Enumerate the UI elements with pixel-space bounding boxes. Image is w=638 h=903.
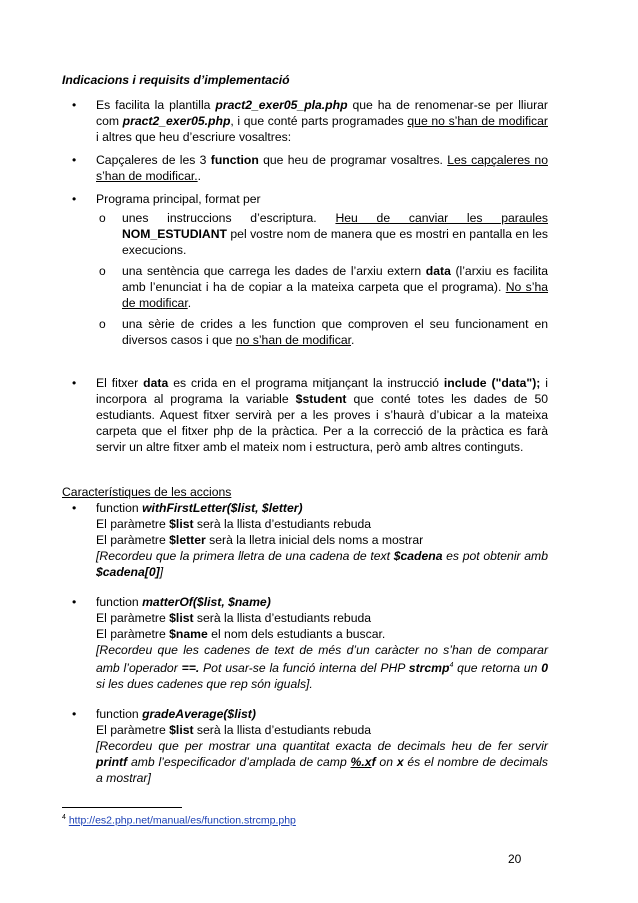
- underlined-text: que no s’han de modificar: [407, 114, 548, 128]
- footnote: [62, 814, 296, 827]
- bullet-icon: •: [72, 501, 77, 515]
- list-item-data-file: [62, 375, 548, 455]
- text: [Recordeu que la primera lletra de una cadena de text: [96, 549, 394, 563]
- text: [Recordeu que per mostrar una quantitat exacta de decimals heu de fer servir: [96, 739, 548, 754]
- param-line: [96, 516, 548, 532]
- filename-output: pract2_exer05.php: [122, 114, 231, 128]
- text: i incorpora al programa la variable: [96, 376, 548, 406]
- text: function: [96, 707, 143, 722]
- underlined-text: no s’han de modificar: [235, 333, 351, 347]
- keyword: 0: [541, 661, 548, 676]
- text: , i que conté parts programades: [230, 114, 408, 128]
- text: Programa principal, format per: [96, 192, 261, 206]
- text: és el nombre de decimals a mostrar]: [96, 755, 548, 786]
- text: una sèrie de crides a les function que comproven el seu funcionament en diversos casos i que: [122, 317, 548, 347]
- footnote-marker: 4: [449, 662, 454, 669]
- text: serà la llista d’estudiants rebuda: [193, 517, 372, 531]
- sublist-item: [96, 316, 548, 348]
- action-item-withFirstLetter: [62, 500, 548, 580]
- note: [96, 642, 548, 692]
- text: El paràmetre: [96, 517, 170, 531]
- keyword: $student: [295, 392, 347, 406]
- note: [96, 548, 548, 580]
- keyword: $cadena[0]: [96, 565, 160, 579]
- keyword: $list: [169, 517, 194, 531]
- bullet-icon: •: [72, 595, 77, 609]
- text: El fitxer: [96, 376, 144, 390]
- text: ]: [159, 565, 164, 579]
- signature: gradeAverage($list): [142, 707, 256, 722]
- keyword: $cadena: [393, 549, 443, 563]
- text: pel vostre nom de manera que es mostri en pantalla en les execucions.: [122, 227, 548, 257]
- keyword: function: [210, 153, 259, 167]
- text: .: [197, 169, 202, 183]
- spacer: [62, 462, 548, 484]
- param-line: [96, 532, 548, 548]
- function-signature: [96, 594, 548, 610]
- text: (l’arxiu es facilita amb l’enunciat i ha de copiar a la mateixa carpeta que el programa).: [122, 264, 549, 294]
- keyword: x: [396, 755, 404, 770]
- sublist-item: [96, 263, 548, 311]
- bullet-icon: •: [72, 707, 77, 722]
- list-item-headers: [62, 152, 548, 184]
- sublist: [96, 210, 548, 348]
- text: que heu de programar vosaltres.: [258, 153, 448, 167]
- action-item-gradeAverage: [62, 706, 548, 786]
- text: una sentència que carrega les dades de l’arxiu extern: [122, 264, 426, 278]
- section-heading-actions: Característiques de les accions: [62, 485, 232, 499]
- param-line: [96, 722, 548, 738]
- text: Es facilita la plantilla: [96, 98, 216, 112]
- signature: matterOf($list, $name): [142, 595, 271, 609]
- action-item-matterOf: [62, 594, 548, 692]
- underlined-text: Heu de canviar les paraules: [335, 211, 548, 225]
- spacer: [62, 355, 548, 375]
- text: serà la llista d’estudiants rebuda: [193, 611, 372, 625]
- underlined-text: Les capçaleres no s’han de modificar.: [96, 153, 548, 183]
- text: que conté totes les dades de 50 estudiants. Aquest fitxer servirà per a les proves i s’haurà d’ubicar a la mateixa carpeta que el fitxer php de la pràctica. Per a la correcció de la pràctica es farà servir un altre fitxer amb el mateix nom i estructura, però amb altres continguts.: [96, 392, 548, 454]
- text: que retorna un: [453, 661, 542, 676]
- list-item-template: [62, 97, 548, 145]
- footnote-divider: [62, 807, 182, 808]
- page-number: 20: [508, 852, 522, 866]
- keyword: include ("data");: [443, 376, 541, 390]
- data-file-list: [62, 375, 548, 455]
- keyword: $list: [169, 611, 194, 625]
- text: .: [351, 333, 355, 347]
- text: serà la lletra inicial dels noms a mostrar: [205, 533, 424, 547]
- text: unes instruccions d’escriptura.: [122, 211, 336, 225]
- text: function: [96, 501, 143, 515]
- circle-bullet-icon: o: [99, 317, 106, 331]
- requirements-list: [62, 97, 548, 348]
- bullet-icon: •: [72, 153, 77, 167]
- note: [96, 738, 548, 786]
- signature: withFirstLetter($list, $letter): [142, 501, 303, 515]
- text: el nom dels estudiants a buscar.: [207, 627, 386, 641]
- text: es crida en el programa mitjançant la instrucció: [168, 376, 444, 390]
- sublist-item: [96, 210, 548, 258]
- keyword: ==.: [181, 661, 200, 676]
- function-signature: [96, 706, 548, 722]
- keyword: $name: [169, 627, 208, 641]
- keyword: %.x: [350, 755, 372, 770]
- text: Pot usar-se la funció interna del PHP: [199, 661, 409, 676]
- text: on: [375, 755, 397, 770]
- circle-bullet-icon: o: [99, 211, 106, 225]
- text: El paràmetre: [96, 627, 170, 641]
- bullet-icon: •: [72, 192, 77, 206]
- text: que ha de renomenar-se per lliurar com: [96, 98, 548, 128]
- text: amb l’especificador d’amplada de camp: [127, 755, 351, 770]
- list-item-main-program: [62, 191, 548, 348]
- text: Capçaleres de les 3: [96, 153, 211, 167]
- keyword: data: [143, 376, 169, 390]
- text: El paràmetre: [96, 611, 170, 625]
- text: es pot obtenir amb: [442, 549, 548, 563]
- param-line: [96, 626, 548, 642]
- bullet-icon: •: [72, 98, 77, 112]
- footnote-marker: 4: [62, 814, 66, 821]
- text: [Recordeu que les cadenes de text de més d’un caràcter no s’han de comparar amb l’operador: [96, 643, 548, 676]
- text: function: [96, 595, 143, 609]
- keyword: $list: [169, 723, 194, 738]
- footnote-link[interactable]: http://es2.php.net/manual/es/function.strcmp.php: [68, 814, 296, 827]
- text: i altres que heu d’escriure vosaltres:: [96, 130, 292, 144]
- function-signature: [96, 500, 548, 516]
- bullet-icon: •: [72, 376, 77, 390]
- actions-list: [62, 500, 548, 786]
- filename-template: pract2_exer05_pla.php: [215, 98, 348, 112]
- text: serà la llista d’estudiants rebuda: [193, 723, 372, 738]
- keyword: data: [425, 264, 451, 278]
- underlined-text: No s’ha de modificar: [122, 280, 549, 310]
- keyword: $letter: [169, 533, 206, 547]
- text: si les dues cadenes que rep són iguals].: [96, 677, 313, 692]
- text: El paràmetre: [96, 723, 170, 738]
- text: El paràmetre: [96, 533, 170, 547]
- param-line: [96, 610, 548, 626]
- keyword: NOM_ESTUDIANT: [122, 227, 227, 241]
- circle-bullet-icon: o: [99, 264, 106, 278]
- keyword: strcmp: [408, 661, 450, 676]
- keyword: f: [371, 755, 376, 770]
- section-heading-implementation: Indicacions i requisits d’implementació: [62, 73, 290, 87]
- text: .: [187, 296, 192, 310]
- page-content: [62, 72, 548, 800]
- keyword: printf: [96, 755, 128, 770]
